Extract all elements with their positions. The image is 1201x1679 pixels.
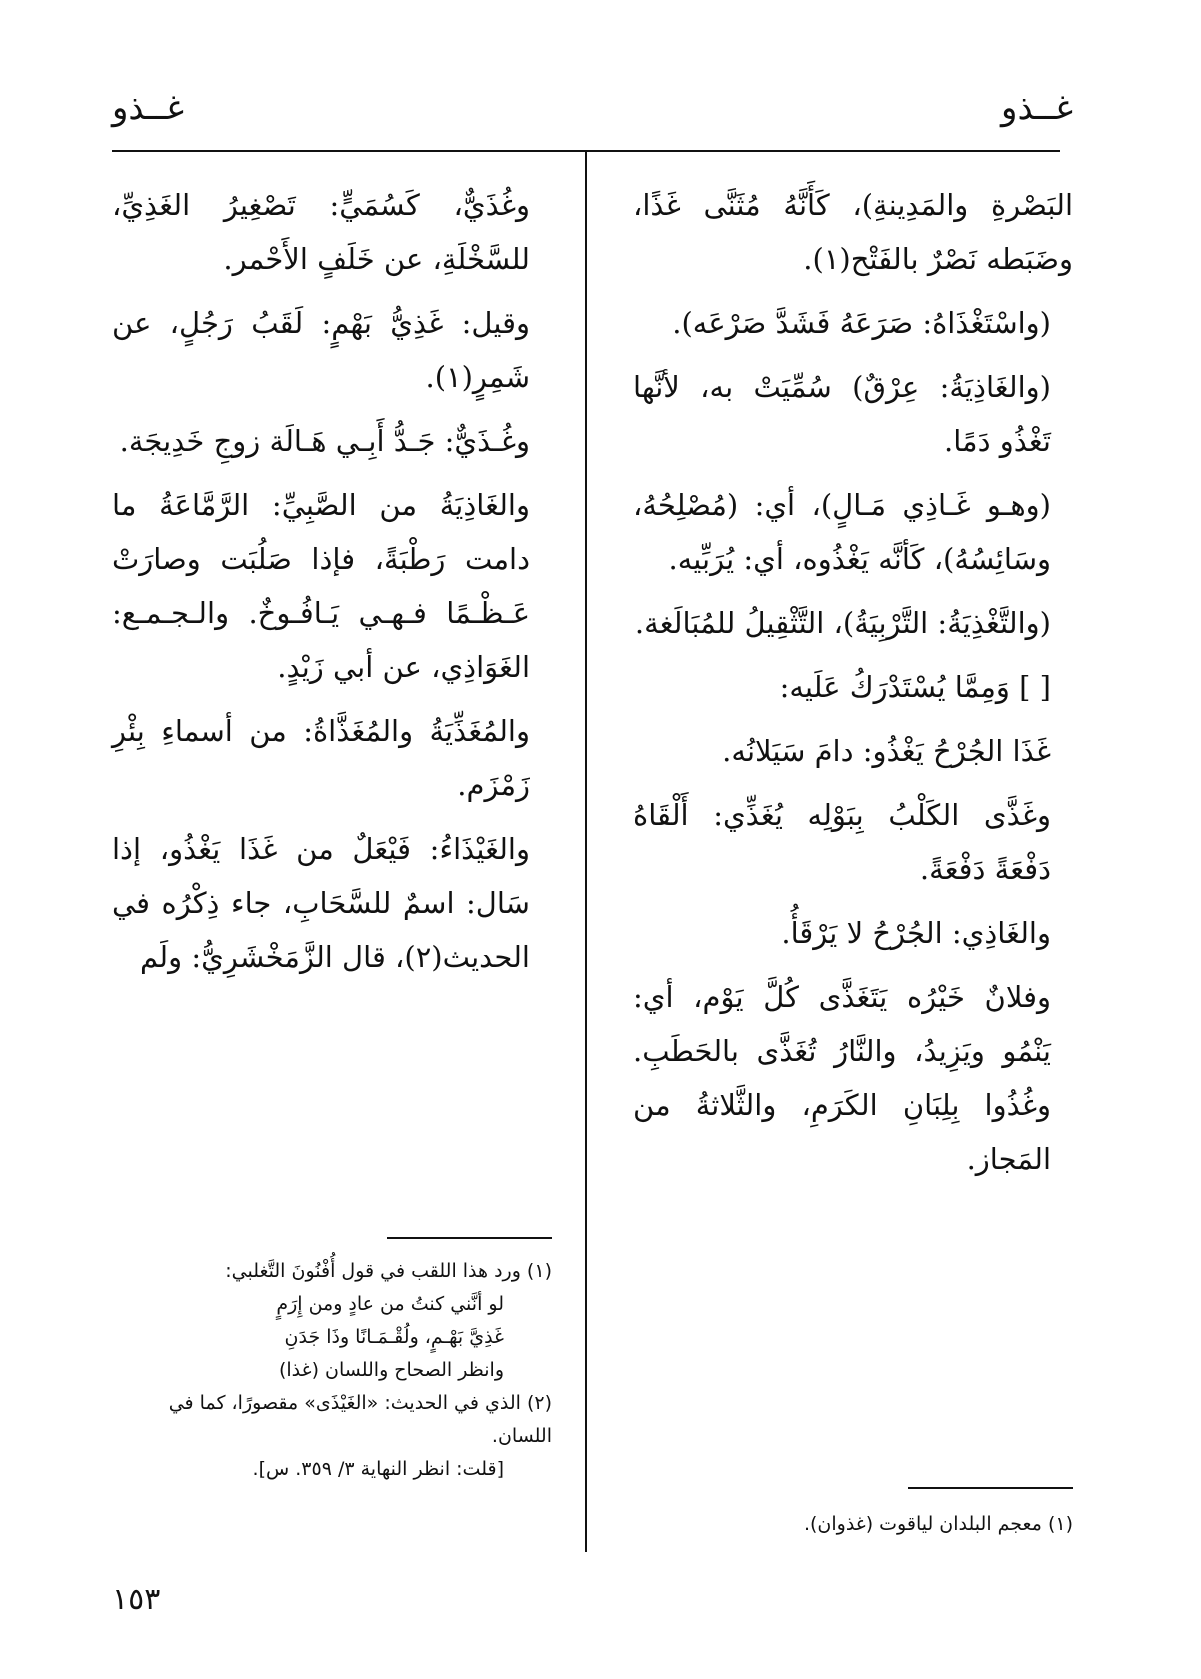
paragraph: (والتَّغْذِيَةُ: التَّرْبِيَةُ)، التَّثْقِيلُ للمُبَالَغة.: [634, 606, 1051, 640]
paragraph: وفلانٌ خَيْرُه يَتَغَذَّى كُلَّ يَوْم، أي: يَنْمُو ويَزِيدُ، والنَّارُ تُغَذَّى بالحَطَبِ. وغُذُوا بِلِبَانِ الكَرَمِ، والثَّلاثةُ من المَجاز.: [633, 980, 1051, 1176]
footnote-1: (١) ورد هذا اللقب في قول أُفْنُونَ التَّغلبي:: [225, 1260, 552, 1282]
left-footnotes: [112, 1255, 552, 1486]
paragraph: (والغَاذِيَةُ: عِرْقٌ) سُمِّيَتْ به، لأنَّها تَغْذُو دَمًا.: [633, 370, 1051, 458]
paragraph: (واسْتَغْذَاهُ: صَرَعَهُ فَشَدَّ صَرْعَه).: [672, 306, 1051, 340]
footnote-verse-2: غَذِيَّ بَهْـمٍ، ولُقْـمَـانًا وذَا جَدَنِ: [284, 1326, 504, 1348]
paragraph: والغَاذِي: الجُرْحُ لا يَرْقَأُ.: [781, 916, 1051, 950]
paragraph: البَصْرةِ والمَدِينةِ)، كَأَنَّهُ مُثَنَّى غَذًا، وضَبَطه نَصْرٌ بالفَتْح(١).: [633, 188, 1073, 276]
paragraph: وغُـذَيٌّ: جَـدُّ أَبِـي هَـالَة زوجِ خَدِيجَة.: [119, 424, 530, 458]
footnote-verse-1: لو أنَّني كنتُ من عادٍ ومن إِرَمٍ: [276, 1293, 504, 1315]
paragraph: وقيل: غَذِيُّ بَهْمٍ: لَقَبُ رَجُلٍ، عن شَمِرٍ(١).: [112, 306, 530, 394]
footnote-reference: وانظر الصحاح واللسان (غذا): [278, 1359, 504, 1381]
paragraph: والغَاذِيَةُ من الصَّبِيِّ: الرَّمَّاعَةُ ما دامت رَطْبَةً، فإذا صَلُبَت وصارَتْ عَـظْـمًا فـهـي يَـافُـوخٌ. والـجـمـع: الغَوَاذِي، عن أبي زَيْدٍ.: [112, 488, 530, 684]
paragraph: وغُذَيٌّ، كَسُمَيٍّ: تَصْغِيرُ الغَذِيِّ، للسَّخْلَةِ، عن خَلَفٍ الأَحْمر.: [112, 188, 530, 276]
paragraph: غَذَا الجُرْحُ يَغْذُو: دامَ سَيَلانُه.: [722, 734, 1051, 768]
footnote-rule-left: [387, 1237, 552, 1239]
column-divider: [585, 152, 587, 1552]
paragraph: وغَذَّى الكَلْبُ بِبَوْلِه يُغَذِّي: أَلْقَاهُ دَفْعَةً دَفْعَةً.: [633, 798, 1051, 886]
paragraph: والغَيْذَاءُ: فَيْعَلٌ من غَذَا يَغْذُو، إذا سَال: اسمٌ للسَّحَابِ، جاء ذِكْرُه في الحديث(٢)، قال الزَّمَخْشَرِيُّ: ولَم: [112, 832, 530, 974]
page-number: ١٥٣: [112, 1582, 161, 1617]
footnote-1: (١) معجم البلدان لياقوت (غذوان).: [803, 1513, 1073, 1535]
paragraph: والمُغَذِّيَةُ والمُغَذَّاةُ: من أسماءِ بِئْرِ زَمْزَم.: [112, 714, 530, 802]
footnote-2-note: [قلت: انظر النهاية ٣/ ٣٥٩. س].: [252, 1458, 504, 1480]
footnote-rule-right: [908, 1487, 1073, 1489]
footnote-2: (٢) الذي في الحديث: «الغَيْذَى» مقصورًا، كما في اللسان.: [168, 1392, 552, 1447]
paragraph: [ ] وَمِمَّا يُسْتَدْرَكُ عَلَيه:: [779, 670, 1051, 704]
paragraph: (وهـو غَـاذِي مَـالٍ)، أي: (مُصْلِحُهُ، وسَائِسُهُ)، كَأنَّه يَغْذُوه، أي: يُرَبِّيه.: [633, 488, 1051, 576]
running-head-left: غــذو: [112, 88, 184, 128]
left-column: [112, 178, 552, 994]
running-head-right: غــذو: [1001, 88, 1073, 128]
right-column: [633, 178, 1073, 1196]
right-footnotes: [633, 1508, 1073, 1541]
